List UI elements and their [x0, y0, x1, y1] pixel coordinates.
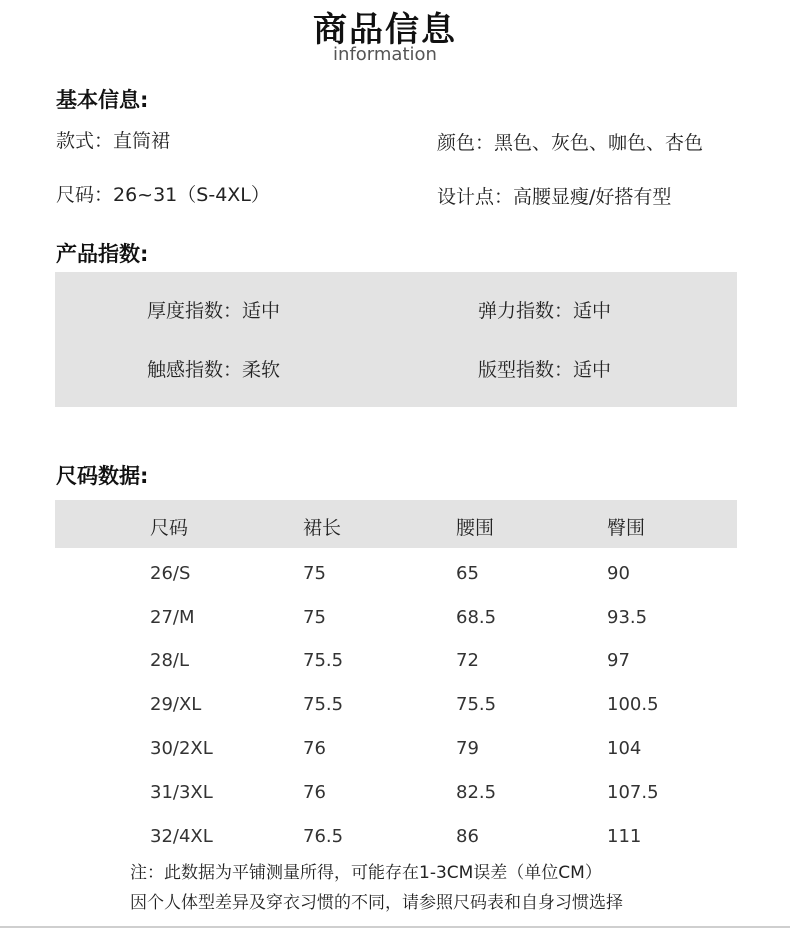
cell-size: 27/M: [150, 607, 195, 628]
page-title: 商品信息: [313, 10, 457, 50]
cell-size: 26/S: [150, 563, 191, 584]
cell-size: 31/3XL: [150, 782, 213, 803]
cell-waist: 65: [456, 563, 479, 584]
cell-waist: 82.5: [456, 782, 497, 803]
cell-length: 75.5: [303, 650, 344, 671]
cell-length: 76: [303, 738, 326, 759]
cell-hip: 104: [607, 738, 642, 759]
cell-hip: 107.5: [607, 782, 659, 803]
column-header-size: 尺码: [150, 517, 189, 539]
cell-length: 75.5: [303, 694, 344, 715]
cell-waist: 75.5: [456, 694, 497, 715]
cell-hip: 90: [607, 563, 630, 584]
cell-size: 29/XL: [150, 694, 202, 715]
page-subtitle: information: [333, 44, 437, 65]
cell-size: 28/L: [150, 650, 189, 671]
cell-length: 75: [303, 563, 326, 584]
cell-waist: 79: [456, 738, 479, 759]
product-index-panel: [55, 272, 737, 407]
cell-size: 32/4XL: [150, 826, 213, 847]
column-header-length: 裙长: [303, 517, 342, 539]
product-index-heading: 产品指数:: [56, 242, 149, 266]
fit-index: 版型指数：适中: [478, 359, 612, 381]
size-info: 尺码：26~31（S-4XL）: [56, 184, 270, 206]
thickness-index: 厚度指数：适中: [147, 300, 281, 322]
color-info: 颜色：黑色、灰色、咖色、杏色: [437, 132, 704, 154]
column-header-hip: 臀围: [607, 517, 646, 539]
style-info: 款式：直筒裙: [56, 130, 171, 152]
cell-size: 30/2XL: [150, 738, 213, 759]
cell-length: 76: [303, 782, 326, 803]
cell-length: 76.5: [303, 826, 344, 847]
elasticity-index: 弹力指数：适中: [478, 300, 612, 322]
cell-hip: 100.5: [607, 694, 659, 715]
touch-index: 触感指数：柔软: [147, 359, 281, 381]
design-info: 设计点：高腰显瘦/好搭有型: [437, 186, 672, 208]
cell-hip: 97: [607, 650, 630, 671]
size-data-heading: 尺码数据:: [56, 464, 149, 488]
column-header-waist: 腰围: [456, 517, 495, 539]
cell-waist: 68.5: [456, 607, 497, 628]
cell-length: 75: [303, 607, 326, 628]
cell-waist: 72: [456, 650, 479, 671]
cell-hip: 111: [607, 826, 642, 847]
cell-hip: 93.5: [607, 607, 648, 628]
fit-advice-note: 因个人体型差异及穿衣习惯的不同，请参照尺码表和自身习惯选择: [130, 893, 623, 913]
measurement-note: 注：此数据为平铺测量所得，可能存在1-3CM误差（单位CM）: [130, 863, 602, 883]
basic-info-heading: 基本信息:: [56, 88, 149, 112]
cell-waist: 86: [456, 826, 479, 847]
